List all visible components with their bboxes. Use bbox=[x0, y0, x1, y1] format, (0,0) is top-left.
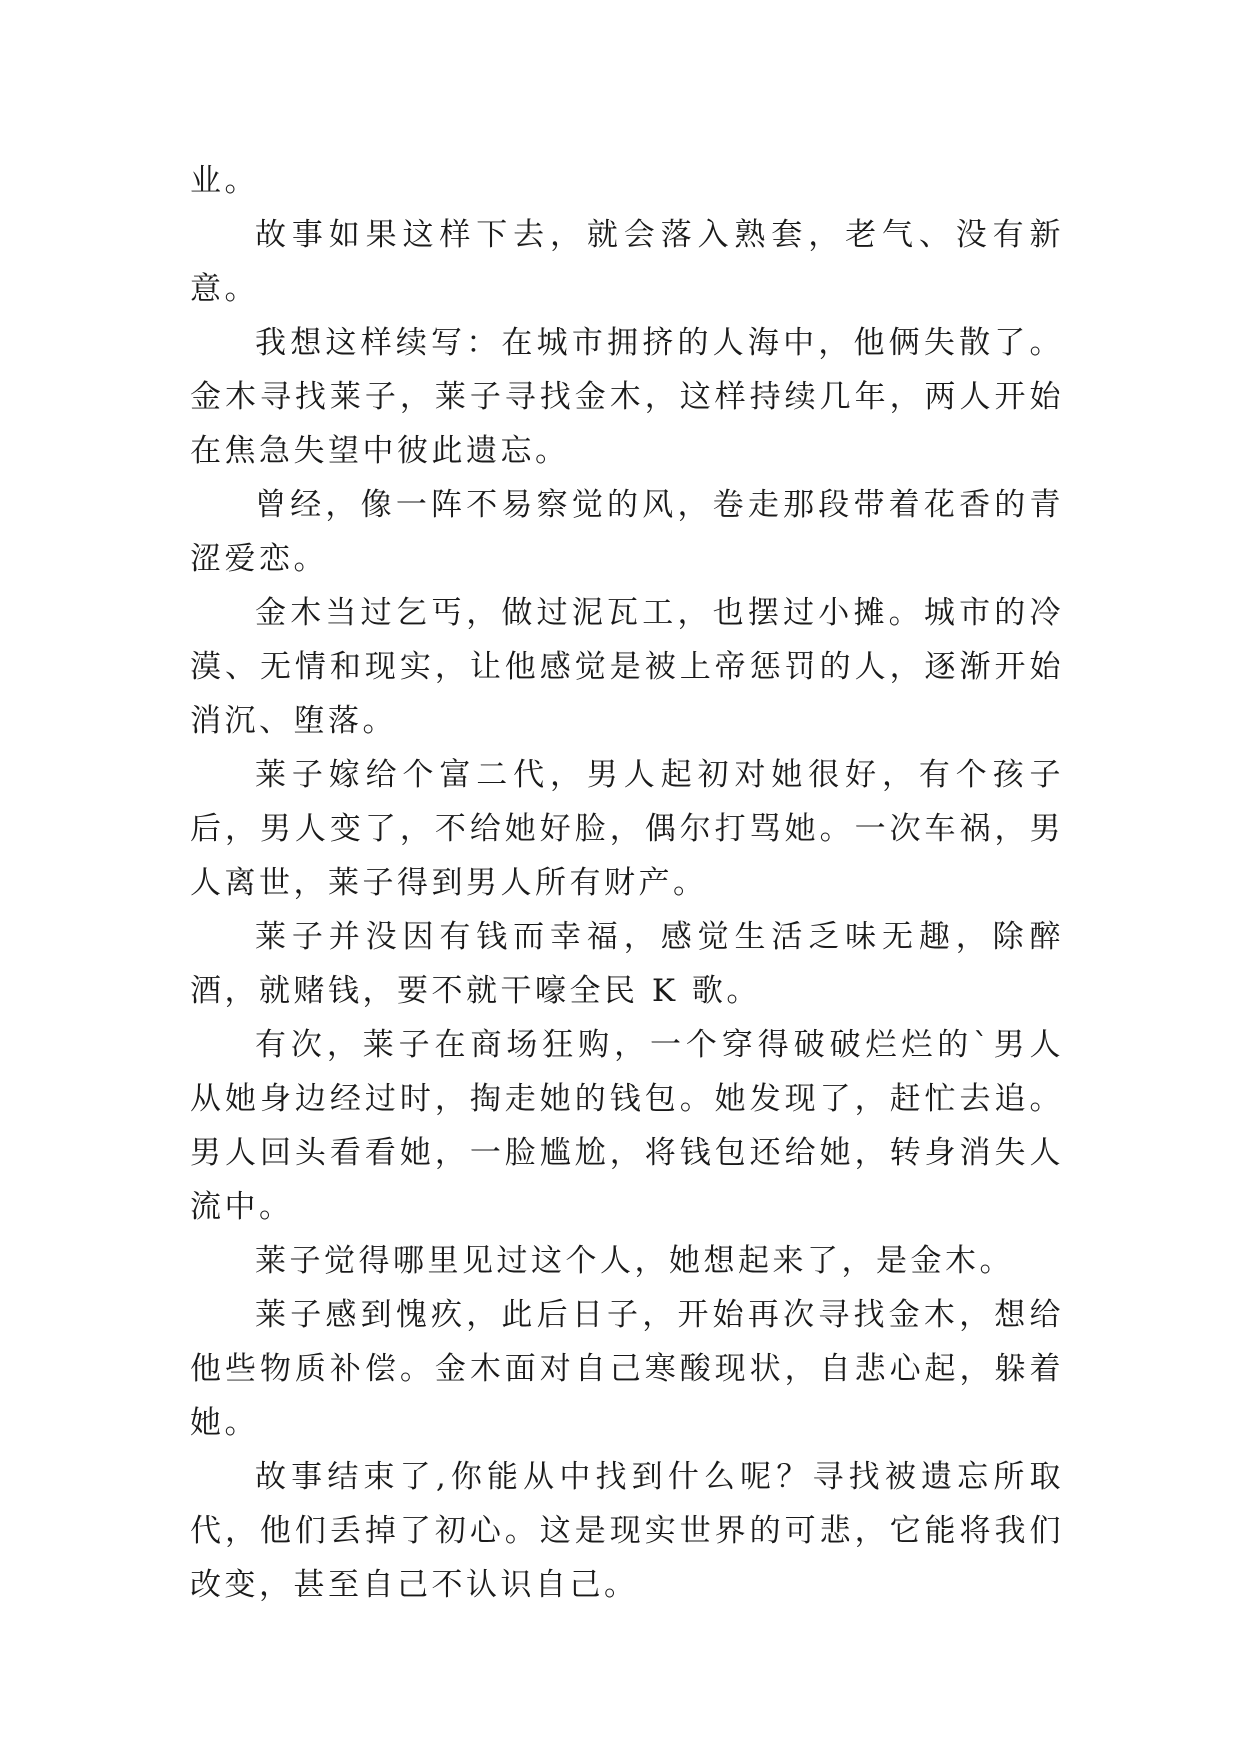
paragraph-5: 金木当过乞丐，做过泥瓦工，也摆过小摊。城市的冷漠、无情和现实，让他感觉是被上帝惩罚的人，逐渐开始消沉、堕落。 bbox=[190, 595, 1064, 739]
paragraph-9: 莱子觉得哪里见过这个人，她想起来了，是金木。 bbox=[255, 1243, 1014, 1279]
paragraph-8: 有次，莱子在商场狂购，一个穿得破破烂烂的`男人从她身边经过时，掏走她的钱包。她发现了，赶忙去追。男人回头看看她，一脸尴尬，将钱包还给她，转身消失人流中。 bbox=[190, 1027, 1064, 1225]
paragraph-4: 曾经，像一阵不易察觉的风，卷走那段带着花香的青涩爱恋。 bbox=[190, 487, 1064, 577]
paragraph-2: 故事如果这样下去，就会落入熟套，老气、没有新意。 bbox=[190, 217, 1064, 307]
paragraph-11: 故事结束了,你能从中找到什么呢？寻找被遗忘所取代，他们丢掉了初心。这是现实世界的可悲，它能将我们改变，甚至自己不认识自己。 bbox=[190, 1459, 1064, 1603]
paragraph-3: 我想这样续写：在城市拥挤的人海中，他俩失散了。金木寻找莱子，莱子寻找金木，这样持续几年，两人开始在焦急失望中彼此遗忘。 bbox=[190, 325, 1064, 469]
paragraph-7: 莱子并没因有钱而幸福，感觉生活乏味无趣，除醉酒，就赌钱，要不就干嚎全民 K 歌。 bbox=[190, 919, 1064, 1009]
paragraph-10: 莱子感到愧疚，此后日子，开始再次寻找金木，想给他些物质补偿。金木面对自己寒酸现状，自悲心起，躲着她。 bbox=[190, 1297, 1064, 1441]
document-body bbox=[190, 154, 1064, 1612]
paragraph-1: 业。 bbox=[190, 163, 259, 199]
paragraph-6: 莱子嫁给个富二代，男人起初对她很好，有个孩子后，男人变了，不给她好脸，偶尔打骂她。一次车祸，男人离世，莱子得到男人所有财产。 bbox=[190, 757, 1064, 901]
